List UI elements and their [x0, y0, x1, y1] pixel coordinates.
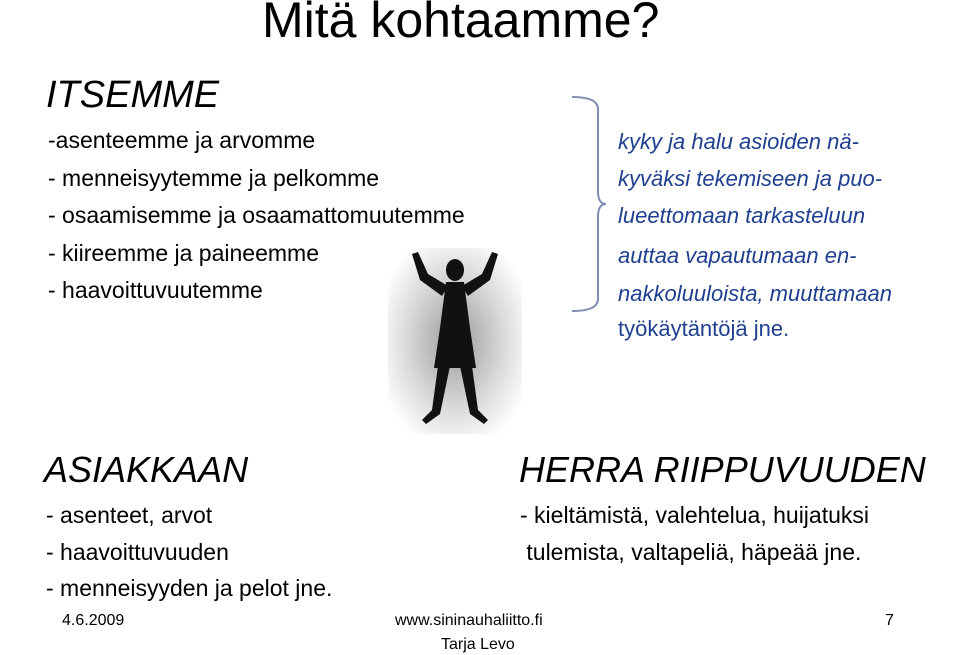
- client-item: - asenteet, arvot: [46, 502, 213, 528]
- insight-line: lueettomaan tarkasteluun: [618, 203, 866, 228]
- insight-line: kyväksi tekemiseen ja puo-: [618, 166, 883, 191]
- arms-raised-silhouette-icon: [388, 248, 522, 434]
- page-title: Mitä kohtaamme?: [262, 0, 660, 48]
- self-item: -asenteemme ja arvomme: [48, 127, 316, 153]
- page-number: 7: [885, 612, 894, 629]
- self-item: - menneisyytemme ja pelkomme: [48, 165, 380, 191]
- footer-date: 4.6.2009: [62, 612, 125, 629]
- dependency-item: - kieltämistä, valehtelua, huijatuksi: [520, 502, 869, 528]
- client-item: - menneisyyden ja pelot jne.: [46, 575, 333, 601]
- right-brace-icon: [568, 93, 608, 315]
- insight-line: nakkoluuloista, muuttamaan: [618, 281, 892, 306]
- self-heading: ITSEMME: [46, 74, 220, 116]
- insight-line: auttaa vapautumaan en-: [618, 243, 857, 268]
- client-heading: ASIAKKAAN: [44, 449, 249, 490]
- insight-line: kyky ja halu asioiden nä-: [618, 129, 859, 154]
- self-item: - kiireemme ja paineemme: [48, 240, 319, 266]
- client-item: - haavoittuvuuden: [46, 539, 229, 565]
- insight-line: työkäytäntöjä jne.: [618, 316, 790, 341]
- footer-author: Tarja Levo: [441, 636, 515, 653]
- self-item: - haavoittuvuutemme: [48, 277, 263, 303]
- self-item: - osaamisemme ja osaamattomuutemme: [48, 202, 465, 228]
- dependency-item: tulemista, valtapeliä, häpeää jne.: [520, 539, 862, 565]
- dependency-heading: HERRA RIIPPUVUUDEN: [519, 449, 926, 490]
- footer-site[interactable]: www.sininauhaliitto.fi: [395, 612, 543, 629]
